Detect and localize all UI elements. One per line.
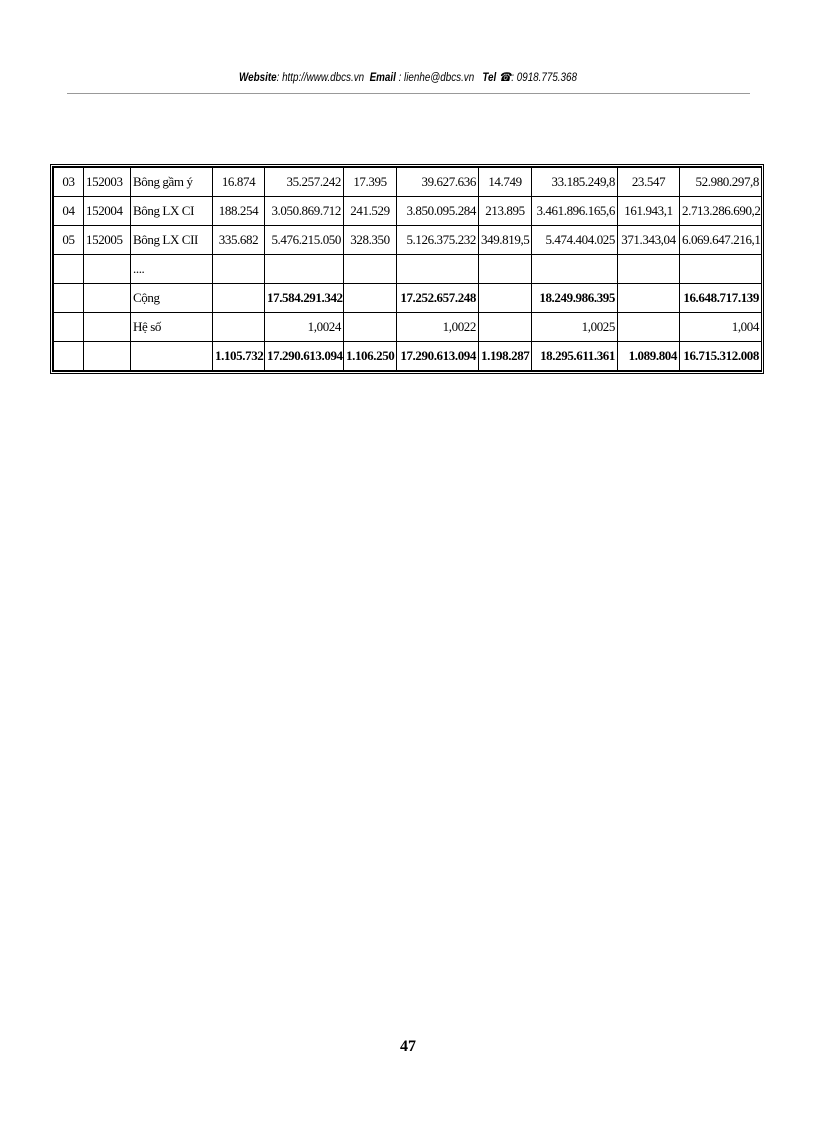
- inventory-table-wrapper: [50, 164, 764, 374]
- table-cell: 1.089.804: [618, 342, 680, 371]
- table-cell: [213, 255, 265, 284]
- table-row: [54, 255, 762, 284]
- table-cell: Bông LX CII: [131, 226, 213, 255]
- table-cell: 1.198.287: [479, 342, 532, 371]
- table-cell: [479, 255, 532, 284]
- table-cell: 17.252.657.248: [397, 284, 479, 313]
- phone-icon: ☎: [499, 70, 512, 84]
- table-cell: 152003: [84, 168, 131, 197]
- table-cell: 16.874: [213, 168, 265, 197]
- table-cell: [54, 313, 84, 342]
- table-cell: 188.254: [213, 197, 265, 226]
- table-cell: 1,0022: [397, 313, 479, 342]
- table-cell: 04: [54, 197, 84, 226]
- website-value: : http://www.dbcs.vn: [276, 70, 365, 84]
- table-cell: 17.290.613.094: [265, 342, 344, 371]
- table-cell: 3.850.095.284: [397, 197, 479, 226]
- table-cell: [479, 313, 532, 342]
- table-cell: 35.257.242: [265, 168, 344, 197]
- table-cell: [54, 255, 84, 284]
- email-value: : lienhe@dbcs.vn: [398, 70, 475, 84]
- table-cell: 1.106.250: [344, 342, 397, 371]
- table-cell: 03: [54, 168, 84, 197]
- table-row: [54, 284, 762, 313]
- table-cell: 16.715.312.008: [680, 342, 762, 371]
- page-number: 47: [400, 1038, 416, 1055]
- table-row: [54, 313, 762, 342]
- table-cell: [479, 284, 532, 313]
- table-cell: 152005: [84, 226, 131, 255]
- table-cell: ....: [131, 255, 213, 284]
- table-cell: [84, 284, 131, 313]
- table-cell: 14.749: [479, 168, 532, 197]
- table-cell: 213.895: [479, 197, 532, 226]
- table-cell: [84, 313, 131, 342]
- table-cell: [618, 255, 680, 284]
- table-cell: [131, 342, 213, 371]
- table-cell: 1,0025: [532, 313, 618, 342]
- website-label: Website: [239, 70, 277, 84]
- table-cell: 152004: [84, 197, 131, 226]
- table-row: [54, 168, 762, 197]
- table-row: [54, 342, 762, 371]
- table-cell: 17.395: [344, 168, 397, 197]
- table-cell: 5.474.404.025: [532, 226, 618, 255]
- table-cell: 335.682: [213, 226, 265, 255]
- table-cell: 328.350: [344, 226, 397, 255]
- page-header: [73, 70, 742, 84]
- table-cell: [618, 313, 680, 342]
- header-divider: [67, 93, 750, 94]
- table-cell: Hệ số: [131, 313, 213, 342]
- table-cell: [344, 255, 397, 284]
- table-cell: 33.185.249,8: [532, 168, 618, 197]
- table-cell: 1,004: [680, 313, 762, 342]
- table-cell: 5.126.375.232: [397, 226, 479, 255]
- table-cell: [213, 284, 265, 313]
- table-cell: [54, 284, 84, 313]
- table-cell: 17.290.613.094: [397, 342, 479, 371]
- table-cell: 52.980.297,8: [680, 168, 762, 197]
- table-cell: 3.461.896.165,6: [532, 197, 618, 226]
- table-cell: [618, 284, 680, 313]
- table-cell: [532, 255, 618, 284]
- tel-value: : 0918.775.368: [511, 70, 577, 84]
- table-cell: [84, 342, 131, 371]
- table-cell: 371.343,04: [618, 226, 680, 255]
- table-cell: 18.295.611.361: [532, 342, 618, 371]
- table-cell: Bông LX CI: [131, 197, 213, 226]
- table-cell: 18.249.986.395: [532, 284, 618, 313]
- table-cell: 39.627.636: [397, 168, 479, 197]
- table-cell: [84, 255, 131, 284]
- table-cell: [680, 255, 762, 284]
- table-cell: 1,0024: [265, 313, 344, 342]
- table-cell: 05: [54, 226, 84, 255]
- table-cell: 6.069.647.216,1: [680, 226, 762, 255]
- table-cell: 3.050.869.712: [265, 197, 344, 226]
- table-cell: 1.105.732: [213, 342, 265, 371]
- table-cell: [213, 313, 265, 342]
- inventory-table: [53, 167, 762, 371]
- table-cell: [54, 342, 84, 371]
- table-cell: Bông gầm ý: [131, 168, 213, 197]
- table-cell: [344, 284, 397, 313]
- table-cell: 161.943,1: [618, 197, 680, 226]
- table-cell: [397, 255, 479, 284]
- table-cell: 16.648.717.139: [680, 284, 762, 313]
- table-cell: Cộng: [131, 284, 213, 313]
- table-cell: [265, 255, 344, 284]
- table-cell: [344, 313, 397, 342]
- table-cell: 17.584.291.342: [265, 284, 344, 313]
- table-cell: 2.713.286.690,2: [680, 197, 762, 226]
- table-cell: 5.476.215.050: [265, 226, 344, 255]
- tel-label: Tel: [482, 70, 497, 84]
- table-row: [54, 226, 762, 255]
- table-cell: 241.529: [344, 197, 397, 226]
- table-cell: 23.547: [618, 168, 680, 197]
- table-cell: 349.819,5: [479, 226, 532, 255]
- email-label: Email: [369, 70, 396, 84]
- table-row: [54, 197, 762, 226]
